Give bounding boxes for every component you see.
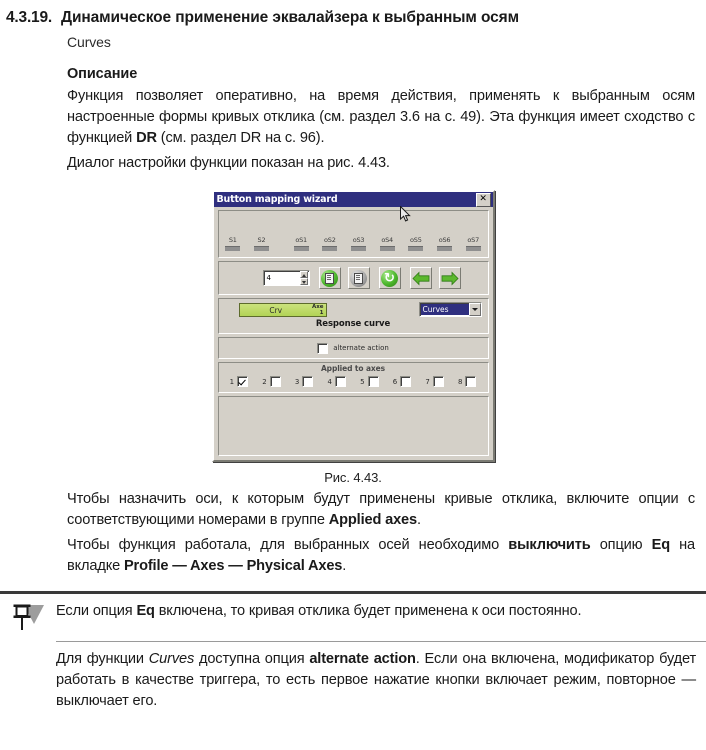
note-block-2 <box>0 642 706 720</box>
axis-checkbox[interactable] <box>433 376 444 387</box>
curve-axis-number: 1 <box>319 310 324 316</box>
applied-axes-group <box>218 362 489 393</box>
axis-number: 2 <box>262 377 267 386</box>
applied-axes-title: Applied to axes <box>320 364 386 373</box>
axis-checkbox[interactable] <box>302 376 313 387</box>
axis-checkbox[interactable] <box>335 376 346 387</box>
axis-option-8[interactable] <box>458 376 476 387</box>
curve-axis-caption: Axe <box>311 304 324 310</box>
reset-button[interactable] <box>379 267 401 289</box>
axis-number: 1 <box>229 377 235 386</box>
axis-option-3[interactable] <box>295 376 313 387</box>
note-text-1 <box>56 601 700 622</box>
refresh-glyph: ↻ <box>384 270 395 286</box>
refresh-icon <box>381 270 398 287</box>
page-title: Динамическое применение эквалайзера к выбранным осям <box>61 9 519 26</box>
button-mapping-wizard-window <box>212 190 495 462</box>
switch-label: S2 <box>257 236 266 244</box>
switch-item[interactable] <box>346 236 371 251</box>
switch-label: oS5 <box>410 236 422 244</box>
page-heading <box>0 0 706 27</box>
switch-item[interactable] <box>432 236 457 251</box>
alternate-action-group <box>218 337 489 359</box>
alternate-action-checkbox[interactable] <box>317 343 328 354</box>
toolbar-group <box>218 261 489 295</box>
switch-label: oS1 <box>295 236 307 244</box>
axis-option-6[interactable] <box>393 376 411 387</box>
switch-indicator <box>380 246 395 251</box>
switch-label: oS2 <box>324 236 336 244</box>
note-divider-line <box>56 641 706 642</box>
window-title-text: Button mapping wizard <box>216 194 338 205</box>
description-block <box>67 66 695 174</box>
note1-bold-eq: Eq <box>136 603 155 619</box>
description-paragraph-2: Диалог настройки функции показан на рис. 4.43. <box>67 155 390 171</box>
curve-slot-axis <box>312 304 326 316</box>
copy-button[interactable] <box>319 267 341 289</box>
response-curve-label: Response curve <box>315 319 391 329</box>
note-divider <box>0 641 706 642</box>
af-p2-bold-off: выключить <box>508 537 591 553</box>
axis-option-7[interactable] <box>425 376 443 387</box>
window-titlebar <box>214 192 493 207</box>
pushpin-icon <box>0 601 56 633</box>
stepper-arrows[interactable] <box>300 271 308 285</box>
switch-item[interactable] <box>289 236 314 251</box>
note2-part-a: Для функции <box>56 651 149 667</box>
axis-number: 3 <box>294 377 300 386</box>
curve-slot-name: Crv <box>269 305 283 315</box>
af-p2-bold-path: Profile — Axes — Physical Axes <box>123 558 343 574</box>
axis-option-1[interactable] <box>230 376 248 387</box>
af-p1-part-a: Чтобы назначить оси, к которым будут применены кривые отклика, включите опции с соответствующими номерами в группе <box>67 491 695 528</box>
function-select-value: Curves <box>421 304 469 315</box>
note-divider-spacer <box>0 641 56 642</box>
figure-4-43 <box>0 190 706 485</box>
desc-p1-part-c: (см. раздел DR на с. 96). <box>156 130 325 146</box>
note-text-2 <box>56 649 700 712</box>
switch-indicator <box>225 246 240 251</box>
af-p2-part-a: Чтобы функция работала, для выбранных осей необходимо <box>67 537 509 553</box>
axis-option-2[interactable] <box>262 376 280 387</box>
arrow-left-icon <box>412 271 430 286</box>
after-figure-block <box>67 489 695 577</box>
axis-number: 8 <box>457 377 463 386</box>
note2-italic-curves: Curves <box>148 651 195 667</box>
switch-label: oS3 <box>352 236 365 244</box>
axis-number: 7 <box>425 377 430 386</box>
axis-number: 4 <box>327 377 332 386</box>
note1-part-c: включена, то кривая отклика будет применена к оси постоянно. <box>154 603 582 619</box>
chevron-down-icon[interactable] <box>469 303 481 316</box>
window-body <box>214 207 493 462</box>
next-button[interactable] <box>439 267 461 289</box>
axis-checkbox[interactable] <box>368 376 379 387</box>
paste-icon <box>350 270 367 287</box>
close-icon[interactable]: ✕ <box>476 193 491 207</box>
note1-part-a: Если опция <box>56 603 137 619</box>
switch-label: oS4 <box>381 236 393 244</box>
axis-checkbox[interactable] <box>237 376 248 387</box>
stepper-up-icon[interactable] <box>300 271 308 278</box>
axis-checkbox[interactable] <box>400 376 411 387</box>
slot-number-value: 4 <box>266 274 271 282</box>
af-p2-part-g: . <box>342 558 347 574</box>
switch-item[interactable] <box>375 236 400 251</box>
switch-item[interactable] <box>461 236 486 251</box>
response-curve-group <box>218 298 489 334</box>
description-label: Описание <box>67 66 138 82</box>
axis-option-5[interactable] <box>360 376 378 387</box>
axis-checkbox[interactable] <box>270 376 281 387</box>
switch-indicator <box>322 246 337 251</box>
note-block-1 <box>0 594 706 641</box>
switch-label: oS7 <box>467 236 480 244</box>
switch-indicator <box>254 246 269 251</box>
axis-option-4[interactable] <box>327 376 345 387</box>
switch-indicator <box>351 246 366 251</box>
switch-item[interactable] <box>220 236 245 251</box>
heading-number: 4.3.19. <box>6 9 53 26</box>
af-p2-part-c: опцию <box>590 537 652 553</box>
switch-indicator <box>294 246 309 251</box>
stepper-down-icon[interactable] <box>300 278 308 285</box>
switch-label: oS6 <box>438 236 451 244</box>
note2-part-c: доступна опция <box>194 651 310 667</box>
desc-p1-bold-dr: DR <box>136 130 157 146</box>
previous-button[interactable] <box>410 267 432 289</box>
switch-indicator <box>408 246 423 251</box>
applied-axes-row <box>219 376 488 387</box>
slot-number-stepper[interactable] <box>263 270 310 286</box>
switches-group <box>218 210 489 258</box>
after-figure-paragraph-1 <box>67 489 695 531</box>
function-select[interactable] <box>419 302 482 317</box>
switch-item[interactable] <box>404 236 429 251</box>
desc-p1-part-a: Функция позволяет оперативно, на время действия, применять к выбранным осям настроенные формы кривых отклика (см. раздел 3.6 на с. 49). Эта функция имеет сходство с функцией <box>67 88 695 146</box>
axis-checkbox[interactable] <box>465 376 476 387</box>
axis-number: 5 <box>360 377 365 386</box>
heading-subtitle: Curves <box>67 34 111 50</box>
af-p2-bold-eq: Eq <box>651 537 670 553</box>
switch-label: S1 <box>228 236 237 244</box>
switch-indicator <box>466 246 481 251</box>
copy-icon <box>321 270 338 287</box>
af-p1-bold-applied-axes: Applied axes <box>328 512 417 528</box>
switch-item[interactable] <box>249 236 274 251</box>
after-figure-paragraph-2 <box>67 535 695 577</box>
preview-group <box>218 396 489 456</box>
axis-number: 6 <box>392 377 398 386</box>
af-p2-part-e: на вкладке <box>67 537 696 574</box>
paste-button[interactable] <box>348 267 370 289</box>
description-paragraph-1 <box>67 86 695 149</box>
switch-item[interactable] <box>318 236 343 251</box>
alternate-action-label: alternate action <box>333 344 389 352</box>
figure-caption: Рис. 4.43. <box>324 470 382 485</box>
switch-indicator <box>437 246 452 251</box>
arrow-right-icon <box>441 271 459 286</box>
curve-slot-button[interactable] <box>239 303 327 317</box>
note2-part-e: . Если она включена, модификатор будет работать в качестве триггера, то есть первое нажатие кнопки включает режим, повторное — выключает его. <box>56 651 697 709</box>
note-icon-placeholder <box>0 649 56 651</box>
af-p1-part-c: . <box>417 512 421 528</box>
note2-bold-alternate-action: alternate action <box>309 651 416 667</box>
